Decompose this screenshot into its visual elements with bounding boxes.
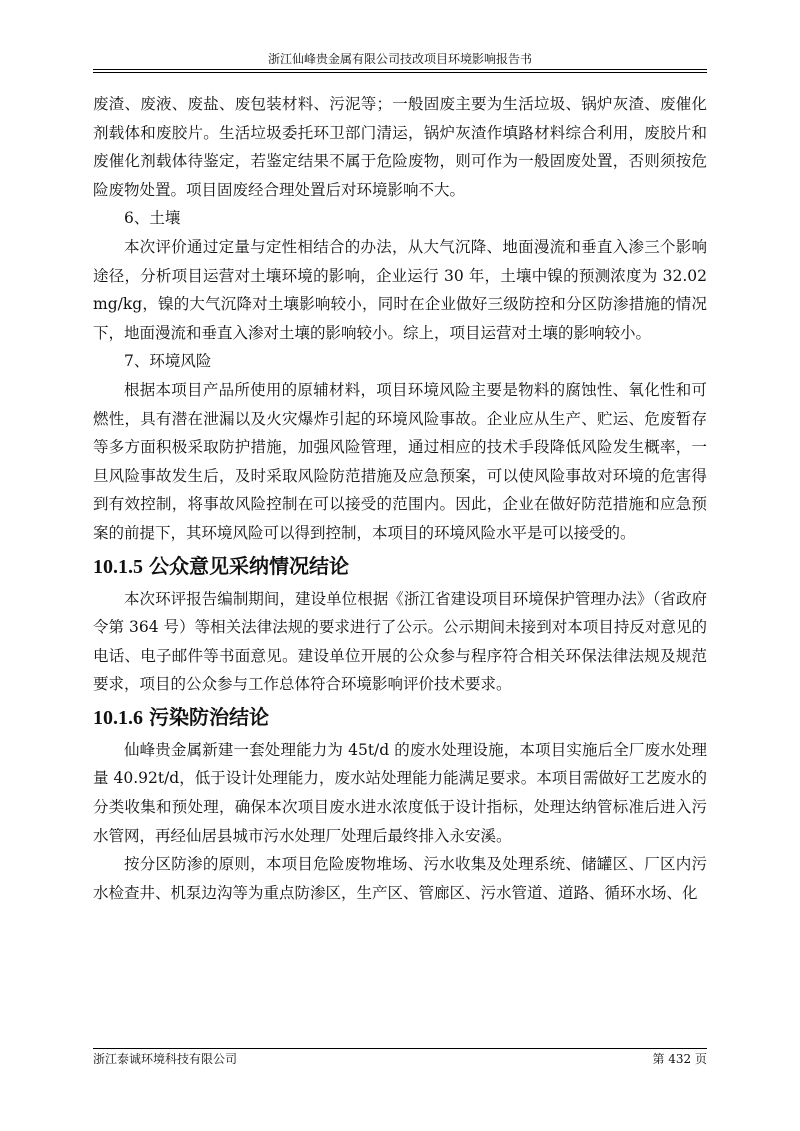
page-header: 浙江仙峰贵金属有限公司技改项目环境影响报告书 [93, 52, 707, 70]
section-heading-10-1-5 [93, 548, 707, 585]
page-body [93, 90, 707, 907]
section-heading-10-1-6 [93, 699, 707, 736]
subheading-env-risk: 7、环境风险 [124, 352, 212, 371]
paragraph-seepage-zoning: 按分区防渗的原则，本项目危险废物堆场、污水收集及处理系统、储罐区、厂区内污水检查井、机泵边沟等为重点防渗区，生产区、管廊区、污水管道、道路、循环水场、化 [93, 855, 707, 902]
section-title: 污染防治结论 [149, 704, 269, 729]
page-footer [93, 1048, 707, 1066]
section-title: 公众意见采纳情况结论 [149, 553, 349, 578]
paragraph-env-risk: 根据本项目产品所使用的原辅材料，项目环境风险主要是物料的腐蚀性、氧化性和可燃性，具有潜在泄漏以及火灾爆炸引起的环境风险事故。企业应从生产、贮运、危废暂存等多方面积极采取防护措施，加强风险管理，通过相应的技术手段降低风险发生概率，一旦风险事故发生后，及时采取风险防范措施及应急预案，可以使风险事故对环境的危害得到有效控制，将事故风险控制在可以接受的范围内。因此，企业在做好防范措施和应急预案的前提下，其环境风险可以得到控制，本项目的环境风险水平是可以接受的。 [93, 380, 707, 542]
paragraph-public-opinion: 本次环评报告编制期间，建设单位根据《浙江省建设项目环境保护管理办法》（省政府令第 364 号）等相关法律法规的要求进行了公示。公示期间未接到对本项目持反对意见的电话、电子邮件等书面意见。建设单位开展的公众参与程序符合相关环保法律法规及规范要求，项目的公众参与工作总体符合环境影响评价技术要求。 [93, 589, 707, 694]
paragraph-wastewater: 仙峰贵金属新建一套处理能力为 45t/d 的废水处理设施，本项目实施后全厂废水处理量 40.92t/d，低于设计处理能力，废水站处理能力能满足要求。本项目需做好工艺废水的分类收集和预处理，确保本次项目废水进水浓度低于设计指标，处理达纳管标准后进入污水管网，再经仙居县城市污水处理厂处理后最终排入永安溪。 [93, 740, 707, 845]
paragraph-soil: 本次评价通过定量与定性相结合的办法，从大气沉降、地面漫流和垂直入渗三个影响途径，分析项目运营对土壤环境的影响，企业运行 30 年，土壤中镍的预测浓度为 32.02 mg/kg，镍的大气沉降对土壤影响较小，同时在企业做好三级防控和分区防渗措施的情况下，地面漫流和垂直入渗对土壤的影响较小。综上，项目运营对土壤的影响较小。 [93, 237, 707, 342]
footer-company: 浙江泰诚环境科技有限公司 [93, 1052, 238, 1066]
subheading-soil: 6、土壤 [124, 209, 181, 228]
section-number: 10.1.5 [93, 555, 143, 578]
section-number: 10.1.6 [93, 706, 143, 729]
page-number: 第 432 页 [652, 1052, 707, 1066]
paragraph-solid-waste: 废渣、废液、废盐、废包装材料、污泥等；一般固废主要为生活垃圾、锅炉灰渣、废催化剂载体和废胶片。生活垃圾委托环卫部门清运，锅炉灰渣作填路材料综合利用，废胶片和废催化剂载体待鉴定，若鉴定结果不属于危险废物，则可作为一般固废处置，否则须按危险废物处置。项目固废经合理处置后对环境影响不大。 [93, 95, 707, 199]
